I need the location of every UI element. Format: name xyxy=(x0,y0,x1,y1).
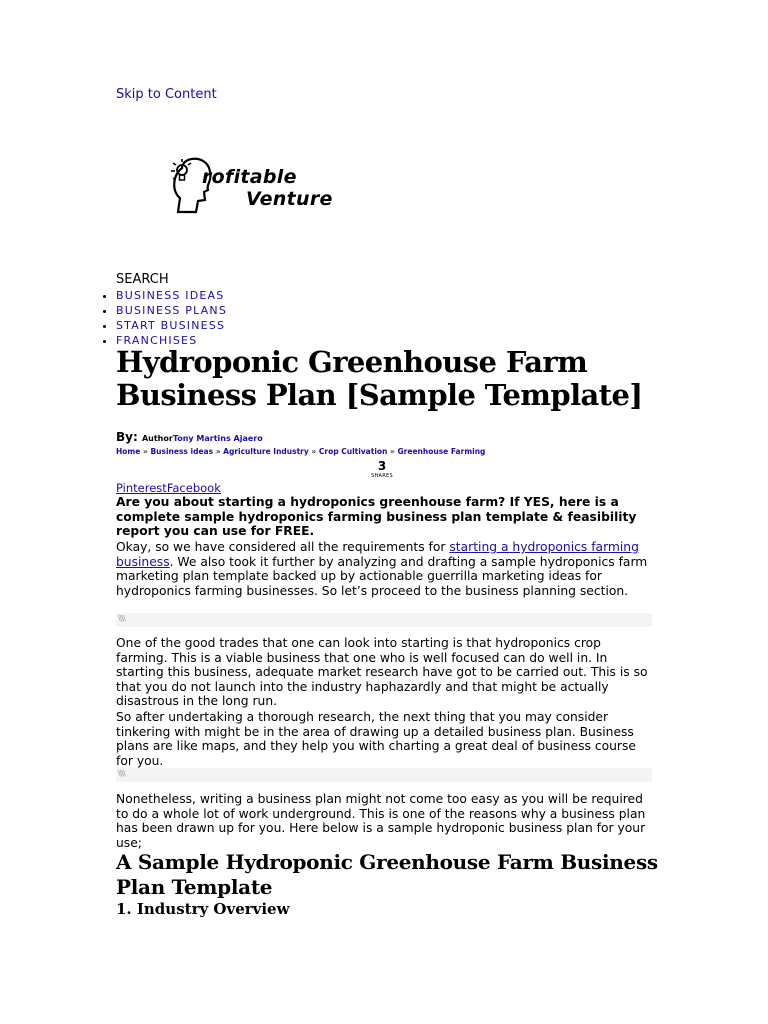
article-paragraph: Nonetheless, writing a business plan might not come too easy as you will be required to do a whole lot of work underground. This is one of the reasons why a business plan has been drawn up for you. Here below is a sample hydroponic business plan for your use; xyxy=(116,792,646,850)
paragraph-text: . We also took it further by analyzing and drafting a sample hydroponics farm marketing plan template backed up by actionable guerrilla marketing ideas for hydroponics farming businesses. So let’s proceed to the business planning section. xyxy=(116,554,648,598)
nav-item-business-plans[interactable]: • BUSINESS PLANS xyxy=(116,303,227,318)
breadcrumb-separator: » xyxy=(215,447,221,456)
logo-text-line1: rofitable xyxy=(202,166,297,188)
search-toggle[interactable]: SEARCH xyxy=(116,272,169,287)
site-logo[interactable] xyxy=(168,148,368,218)
hydroponics-business-link[interactable]: starting a hydroponics farming business xyxy=(116,540,639,569)
ad-marker-icon: \\\\ xyxy=(118,614,125,623)
ad-placeholder xyxy=(116,613,652,627)
by-label: By: xyxy=(116,430,138,444)
breadcrumb-home[interactable]: Home xyxy=(116,447,141,456)
paragraph-text: Okay, so we have considered all the requirements for xyxy=(116,540,450,554)
breadcrumb-separator: » xyxy=(311,447,317,456)
pinterest-share-link[interactable]: Pinterest xyxy=(116,481,167,495)
main-nav xyxy=(96,288,227,348)
breadcrumb xyxy=(116,447,485,456)
share-counter xyxy=(362,460,402,479)
breadcrumb-separator: » xyxy=(142,447,148,456)
article-lead: Are you about starting a hydroponics greenhouse farm? If YES, here is a complete sample hydroponics farming business plan template & feasibility report you can use for FREE. xyxy=(116,495,637,539)
author-link[interactable]: Tony Martins Ajaero xyxy=(172,434,263,443)
facebook-share-link[interactable]: Facebook xyxy=(166,481,221,495)
logo-text-line2: Venture xyxy=(246,188,333,210)
ad-marker-icon: \\\\ xyxy=(118,769,125,778)
breadcrumb-greenhouse-farming[interactable]: Greenhouse Farming xyxy=(397,447,486,456)
article-title: Hydroponic Greenhouse Farm Business Plan [Sample Template] xyxy=(116,345,643,412)
section-heading: A Sample Hydroponic Greenhouse Farm Business Plan Template xyxy=(116,850,658,899)
share-count: 3 xyxy=(377,459,387,473)
breadcrumb-business-ideas[interactable]: Business ideas xyxy=(150,447,214,456)
byline xyxy=(116,430,263,444)
article-paragraph: So after undertaking a thorough research, the next thing that you may consider tinkering with might be in the area of drawing up a detailed business plan. Business plans are like maps, and they help you with charting a great deal of business course for you. xyxy=(116,710,636,768)
skip-to-content-link[interactable]: Skip to Content xyxy=(116,87,217,102)
share-label: SHARES xyxy=(371,473,393,479)
social-share-links xyxy=(116,481,221,495)
breadcrumb-agriculture-industry[interactable]: Agriculture Industry xyxy=(223,447,309,456)
nav-item-start-business[interactable]: • START BUSINESS xyxy=(116,318,227,333)
nav-item-business-ideas[interactable]: • BUSINESS IDEAS xyxy=(116,288,227,303)
nav-item-franchises[interactable]: • FRANCHISES xyxy=(116,333,227,348)
breadcrumb-separator: » xyxy=(390,447,395,456)
ad-placeholder xyxy=(116,768,652,782)
article-paragraph xyxy=(116,540,656,598)
article-paragraph: One of the good trades that one can look into starting is that hydroponics crop farming. This is a viable business that one who is well focused can do well in. In starting this business, adequate market research have got to be carried out. This is so that you do not launch into the industry haphazardly and that might be actually disastrous in the long run. xyxy=(116,636,648,709)
subsection-heading: 1. Industry Overview xyxy=(116,900,290,918)
breadcrumb-crop-cultivation[interactable]: Crop Cultivation xyxy=(318,447,388,456)
author-prefix: Author xyxy=(141,434,173,443)
